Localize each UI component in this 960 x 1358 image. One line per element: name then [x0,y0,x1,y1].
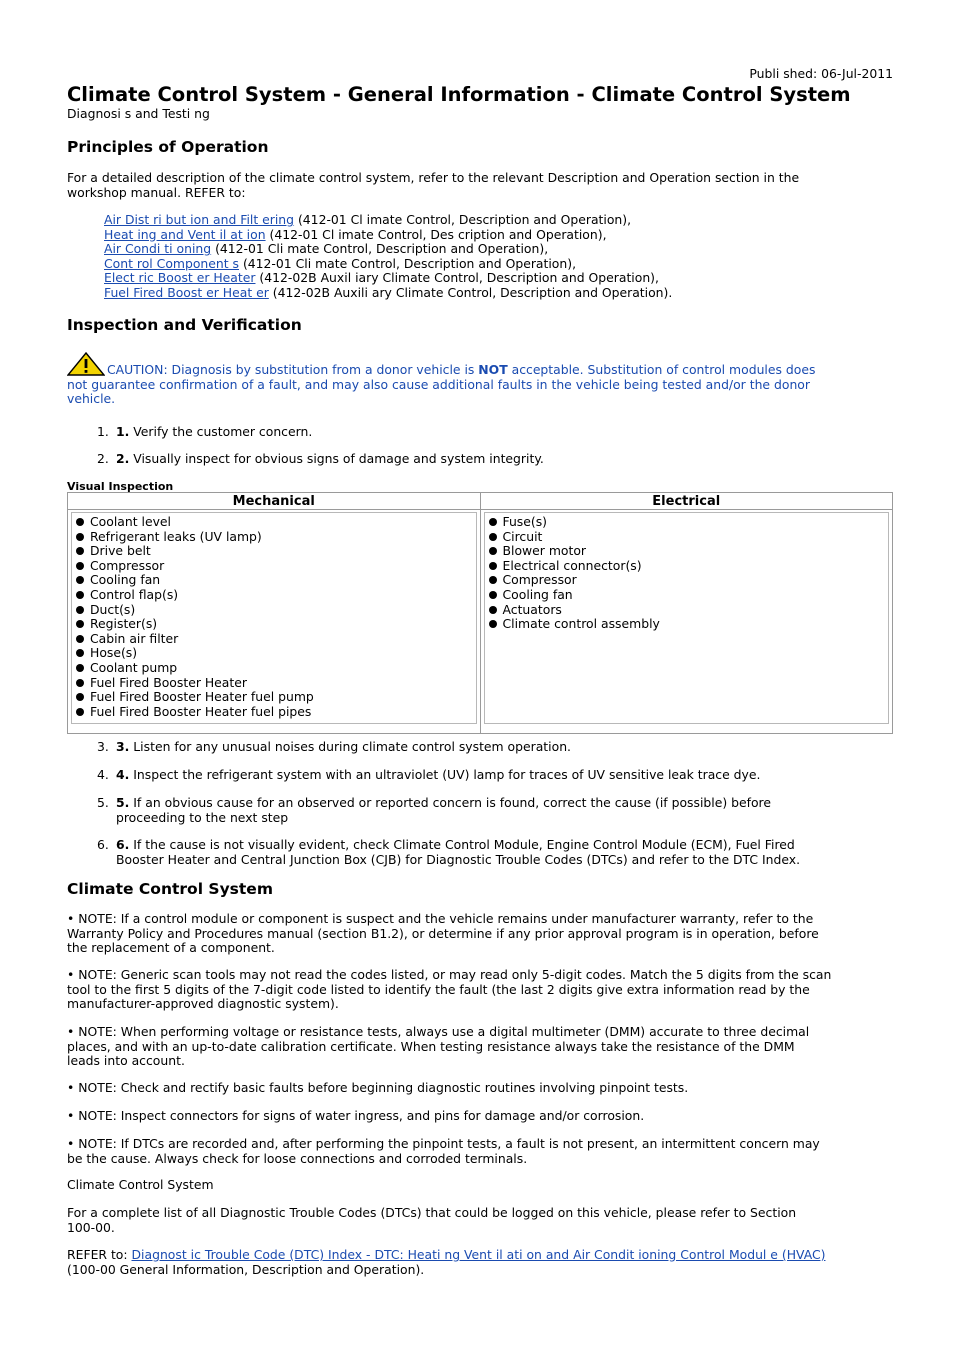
note-line: tool to the first 5 digits of the 7-digit code listed to identify the fault (the last 2 digits give extra information read by the [67,981,810,997]
page-title: Climate Control System - General Information - Climate Control System [67,83,851,106]
list-item-text: Circuit [502,528,543,544]
list-item-text: Coolant pump [90,659,178,675]
bullet-icon [489,533,497,541]
step-item [67,796,893,825]
bullet-icon [489,547,497,555]
list-item [74,515,473,530]
note-line: • NOTE: When performing voltage or resistance tests, always use a digital multimeter (DMM) accurate to three decimal [67,1024,810,1039]
note-paragraph [67,1081,893,1096]
list-item [487,617,886,632]
step-text: If an obvious cause for an observed or reported concern is found, correct the cause (if possible) before [129,795,771,810]
dtc-list-paragraph [67,1206,893,1235]
principles-intro [67,171,893,200]
list-item [74,573,473,588]
step-text: Verify the customer concern. [129,424,313,439]
step-text: proceeding to the next step [116,809,289,825]
refer-detail: (100-00 General Information, Description and Operation). [67,1261,425,1277]
reference-item [104,271,672,286]
step-number: 5. [97,795,109,810]
reference-detail: (412-01 Cli mate Control, Description and Operation), [211,241,549,257]
caution-text: CAUTION: Diagnosis by substitution from a donor vehicle is [107,362,479,377]
step-text: Inspect the refrigerant system with an ultraviolet (UV) lamp for traces of UV sensitive leak trace dye. [129,767,761,782]
page-subtitle: Diagnosi s and Testi ng [67,106,210,121]
step-bold-number: 3. [116,739,130,754]
list-item [74,617,473,632]
reference-detail: (412-02B Auxili ary Climate Control, Description and Operation). [268,284,673,300]
note-line: be the cause. Always check for loose connections and corroded terminals. [67,1150,528,1166]
bullet-icon [76,693,84,701]
bullet-icon [76,606,84,614]
list-item-text: Control flap(s) [90,586,179,602]
principles-intro-line: workshop manual. REFER to: [67,184,246,200]
step-text: Listen for any unusual noises during climate control system operation. [129,739,571,754]
mechanical-list [74,515,473,719]
list-item [74,588,473,603]
list-item-text: Fuel Fired Booster Heater [90,674,247,690]
table-header-row [68,493,893,510]
refer-line [67,1248,893,1263]
table-row [68,510,893,734]
step-text: Visually inspect for obvious signs of damage and system integrity. [129,451,544,466]
list-item-text: Blower motor [502,543,586,559]
bullet-icon [489,576,497,584]
bullet-icon [76,649,84,657]
list-item-text: Duct(s) [90,601,136,617]
list-item [487,603,886,618]
caution-line: not guarantee confirmation of a fault, and may also cause additional faults in the vehicle being tested and/or the donor [67,376,810,392]
step-item [67,452,893,467]
refer-prefix: REFER to: [67,1247,132,1262]
bullet-icon [76,620,84,628]
reference-link[interactable]: Fuel Fired Boost er Heat er [104,284,269,300]
list-item [74,676,473,691]
step-number: 2. [97,451,109,466]
bullet-icon [489,562,497,570]
step-bold-number: 6. [116,837,130,852]
step-number: 6. [97,837,109,852]
reference-link[interactable]: Cont rol Component s [104,255,239,271]
step-number: 3. [97,739,109,754]
bullet-icon [76,547,84,555]
bullet-icon [76,635,84,643]
list-item [74,559,473,574]
reference-item [104,242,672,257]
note-line: • NOTE: Generic scan tools may not read the codes listed, or may read only 5-digit codes. Match the 5 digits from the scan [67,967,832,982]
list-item-text: Climate control assembly [502,616,660,632]
step-item [67,838,893,867]
principles-intro-line: For a detailed description of the climate control system, refer to the relevant Description and Operation section in the [67,170,800,185]
reference-detail: (412-01 Cl imate Control, Description and Operation), [294,212,632,227]
note-line: • NOTE: If a control module or component is suspect and the vehicle remains under manufacturer warranty, refer to the [67,911,814,926]
reference-list [104,213,672,301]
list-item [74,530,473,545]
list-item-text: Register(s) [90,616,158,632]
bullet-icon [76,664,84,672]
bullet-icon [76,679,84,687]
reference-item [104,257,672,272]
bullet-icon [76,576,84,584]
refer-paragraph [67,1248,893,1277]
step-item [67,768,893,783]
list-item-text: Compressor [90,557,165,573]
list-item [487,588,886,603]
list-item-text: Refrigerant leaks (UV lamp) [90,528,262,544]
bullet-icon [489,606,497,614]
section-label: Climate Control System [67,1177,214,1192]
reference-link[interactable]: Air Dist ri but ion and Filt ering [104,212,295,227]
list-item-text: Cooling fan [502,586,573,602]
step-bold-number: 1. [116,424,130,439]
list-item [487,530,886,545]
list-item-text: Cooling fan [90,572,161,588]
reference-detail: (412-02B Auxil iary Climate Control, Description and Operation), [255,270,659,286]
step-number: 4. [97,767,109,782]
bullet-icon [489,620,497,628]
step-text: Booster Heater and Central Junction Box (CJB) for Diagnostic Trouble Codes (DTCs) and refer to the DTC Index. [116,851,801,867]
caution-line [67,352,893,378]
list-item-text: Fuse(s) [502,514,548,529]
caution-line: vehicle. [67,391,116,407]
list-item [74,705,473,720]
note-line: places, and with an up-to-date calibration certificate. When testing resistance always take the resistance of the DMM [67,1038,795,1054]
list-item-text: Drive belt [90,543,151,559]
paragraph-line: For a complete list of all Diagnostic Trouble Codes (DTCs) that could be logged on this vehicle, please refer to Section [67,1205,797,1220]
visual-inspection-table [67,492,893,734]
principles-heading: Principles of Operation [67,138,269,156]
mechanical-cell [68,510,481,734]
bullet-icon [76,708,84,716]
list-item [487,559,886,574]
reference-link[interactable]: Air Condi ti oning [104,241,212,257]
list-item [74,632,473,647]
published-date: Publi shed: 06-Jul-2011 [749,66,893,81]
list-item-text: Coolant level [90,514,171,529]
list-item [487,544,886,559]
bullet-icon [76,562,84,570]
note-line: the replacement of a component. [67,940,275,956]
note-line: • NOTE: Inspect connectors for signs of water ingress, and pins for damage and/or corrosion. [67,1108,645,1123]
note-paragraph [67,1109,893,1124]
note-line: • NOTE: If DTCs are recorded and, after performing the pinpoint tests, a fault is not present, an intermittent concern may [67,1136,820,1151]
bullet-icon [76,533,84,541]
step-number: 1. [97,424,109,439]
list-item-text: Hose(s) [90,645,138,661]
bullet-icon [76,518,84,526]
caution-text: acceptable. Substitution of control modules does [507,362,816,377]
column-header-electrical: Electrical [480,493,893,510]
reference-detail: (412-01 Cl imate Control, Des cription and Operation), [265,226,607,242]
bullet-icon [489,591,497,599]
reference-link[interactable]: Elect ric Boost er Heater [104,270,256,286]
list-item-text: Compressor [502,572,577,588]
dtc-index-link[interactable]: Diagnost ic Trouble Code (DTC) Index - DTC: Heati ng Vent il ati on and Air Condit ioning Control Modul e (HVAC) [131,1247,826,1262]
warning-triangle-icon [67,352,105,376]
reference-item [104,228,672,243]
list-item [74,661,473,676]
reference-item [104,286,672,301]
note-line: Warranty Policy and Procedures manual (section B1.2), or determine if any prior approval program is in operation, before [67,925,819,941]
list-item-text: Fuel Fired Booster Heater fuel pump [90,689,314,705]
paragraph-line: 100-00. [67,1219,115,1235]
reference-item [104,213,672,228]
step-item [67,740,893,755]
bullet-icon [489,518,497,526]
step-bold-number: 4. [116,767,130,782]
list-item [74,646,473,661]
note-line: • NOTE: Check and rectify basic faults before beginning diagnostic routines involving pinpoint tests. [67,1080,689,1095]
note-paragraph [67,912,893,956]
note-paragraph [67,1137,893,1166]
climate-control-heading: Climate Control System [67,880,273,898]
reference-detail: (412-01 Cli mate Control, Description and Operation), [239,255,577,271]
step-item [67,425,893,440]
note-line: manufacturer-approved diagnostic system). [67,996,339,1012]
step-bold-number: 5. [116,795,130,810]
step-bold-number: 2. [116,451,130,466]
list-item [487,515,886,530]
list-item [74,690,473,705]
list-item-text: Cabin air filter [90,630,179,646]
column-header-mechanical: Mechanical [68,493,481,510]
table-caption: Visual Inspection [67,480,174,493]
caution-emphasis: NOT [478,362,508,377]
reference-link[interactable]: Heat ing and Vent il at ion [104,226,266,242]
caution-notice [67,352,893,407]
list-item-text: Fuel Fired Booster Heater fuel pipes [90,703,312,719]
electrical-cell [480,510,893,734]
note-paragraph [67,968,893,1012]
bullet-icon [76,591,84,599]
list-item [74,544,473,559]
inspection-heading: Inspection and Verification [67,316,302,334]
note-line: leads into account. [67,1053,185,1069]
list-item [74,603,473,618]
step-text: If the cause is not visually evident, check Climate Control Module, Engine Control Module (ECM), Fuel Fired [129,837,795,852]
note-paragraph [67,1025,893,1069]
list-item-text: Electrical connector(s) [502,557,642,573]
list-item-text: Actuators [502,601,562,617]
list-item [487,573,886,588]
electrical-list [487,515,886,632]
